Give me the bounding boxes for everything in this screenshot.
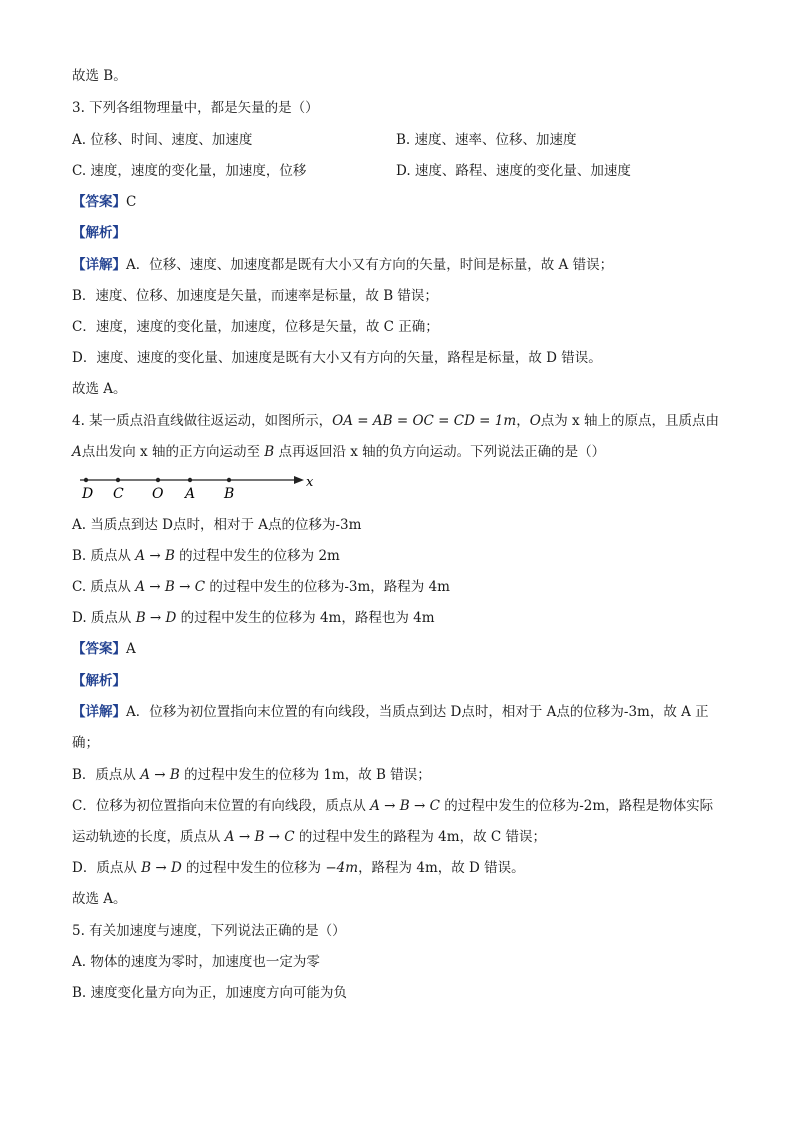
q4-option-c: C. 质点从 A → B → C 的过程中发生的位移为-3m，路程为 4m — [72, 579, 450, 595]
q3-conclusion: 故选 A。 — [72, 381, 127, 397]
point-a — [188, 478, 192, 482]
q4-stem-line2: A点出发向 x 轴的正方向运动至 B 点再返回沿 x 轴的负方向运动。下列说法正确的是（） — [72, 444, 606, 460]
q3-option-d: D. 速度、路程、速度的变化量、加速度 — [396, 163, 631, 179]
point-d — [84, 478, 88, 482]
q3-detail-3: C．速度，速度的变化量，加速度，位移是矢量，故 C 正确； — [72, 319, 439, 335]
q4-option-d: D. 质点从 B → D 的过程中发生的位移为 4m，路程也为 4m — [72, 610, 435, 626]
q4-detail-2: B．质点从 A → B 的过程中发生的位移为 1m，故 B 错误； — [72, 767, 431, 783]
label-a: A — [185, 486, 196, 502]
answer-tag: 【答案】 — [72, 194, 126, 210]
q3-detail-4: D．速度、速度的变化量、加速度是既有大小又有方向的矢量，路程是标量，故 D 错误。 — [72, 350, 602, 366]
q4-answer: 【答案】A — [72, 641, 136, 657]
point-c — [116, 478, 120, 482]
axis-arrow-icon — [294, 476, 304, 484]
q3-option-c: C. 速度，速度的变化量，加速度，位移 — [72, 163, 307, 179]
q4-detail-3b: 运动轨迹的长度，质点从 A → B → C 的过程中发生的路程为 4m，故 C 错误； — [72, 829, 546, 845]
label-d: D — [82, 486, 94, 502]
conclusion-prev: 故选 B。 — [72, 68, 127, 84]
label-c: C — [113, 486, 124, 502]
q5-option-a: A. 物体的速度为零时，加速度也一定为零 — [72, 954, 320, 970]
q4-option-b: B. 质点从 A → B 的过程中发生的位移为 2m — [72, 548, 340, 564]
q3-analysis-tag: 【解析】 — [72, 225, 126, 241]
point-b — [227, 478, 231, 482]
q3-option-b: B. 速度、速率、位移、加速度 — [396, 132, 577, 148]
q3-answer — [72, 193, 136, 211]
answer-value: C — [126, 194, 137, 210]
q4-detail-4: D．质点从 B → D 的过程中发生的位移为 −4m，路程为 4m，故 D 错误。 — [72, 860, 525, 876]
q3-stem: 3. 下列各组物理量中，都是矢量的是（） — [72, 100, 319, 116]
label-o: O — [152, 486, 164, 502]
point-o — [156, 478, 160, 482]
q4-stem-line1: 4. 某一质点沿直线做往返运动，如图所示，OA = AB = OC = CD = 1m，O点为 x 轴上的原点，且质点由 — [72, 413, 719, 429]
q4-option-a: A. 当质点到达 D点时，相对于 A点的位移为-3m — [72, 517, 362, 533]
q4-detail-3: C．位移为初位置指向末位置的有向线段，质点从 A → B → C 的过程中发生的位移为-2m，路程是物体实际 — [72, 798, 714, 814]
q5-option-b: B. 速度变化量方向为正，加速度方向可能为负 — [72, 985, 348, 1001]
number-line-diagram — [72, 470, 332, 502]
q3-option-a: A. 位移、时间、速度、加速度 — [72, 132, 253, 148]
q4-detail-1: 【详解】A．位移为初位置指向末位置的有向线段，当质点到达 D点时，相对于 A点的位移为-3m，故 A 正 — [72, 704, 709, 720]
label-x: x — [306, 475, 314, 490]
q5-stem: 5. 有关加速度与速度，下列说法正确的是（） — [72, 923, 346, 939]
q4-analysis-tag: 【解析】 — [72, 673, 126, 689]
label-b: B — [224, 486, 235, 502]
q3-detail-1: 【详解】A．位移、速度、加速度都是既有大小又有方向的矢量，时间是标量，故 A 错误； — [72, 257, 614, 273]
q4-detail-1b: 确； — [72, 735, 99, 751]
q3-detail-2: B．速度、位移、加速度是矢量，而速率是标量，故 B 错误； — [72, 288, 438, 304]
q4-conclusion: 故选 A。 — [72, 891, 127, 907]
